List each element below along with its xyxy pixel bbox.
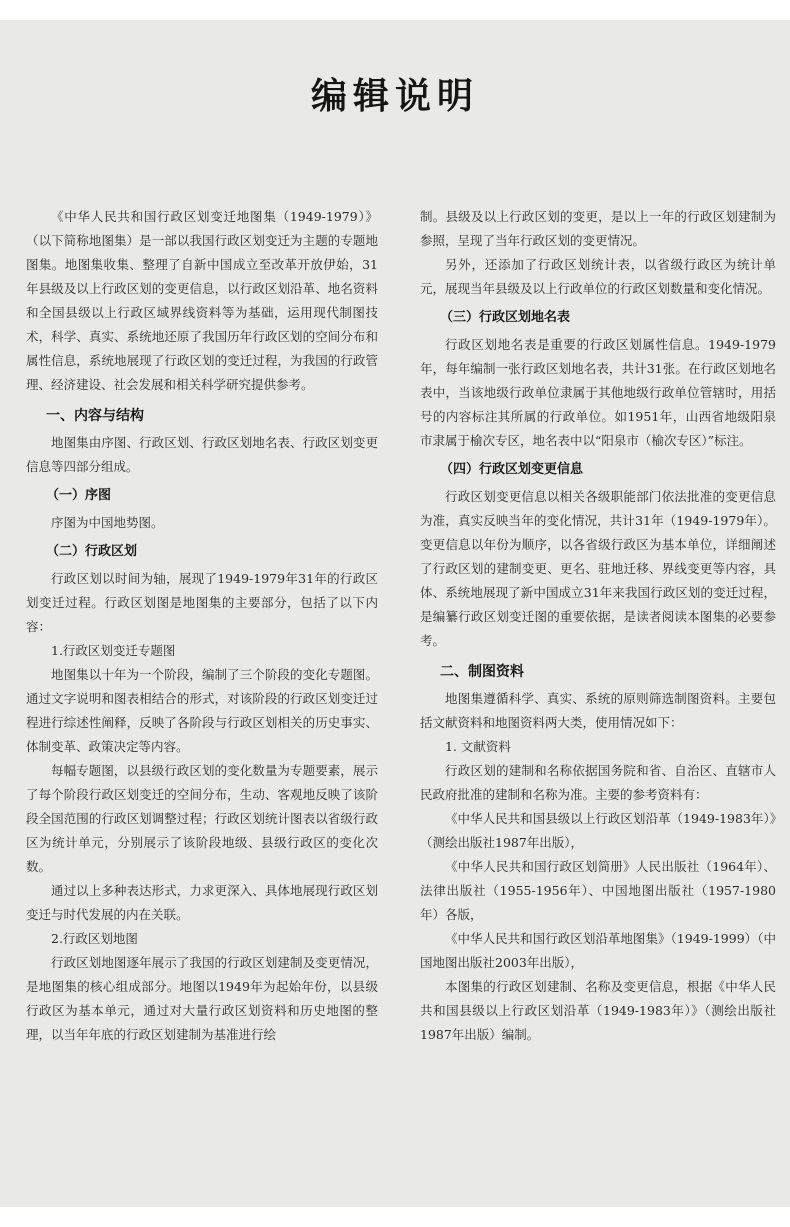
item-heading: 1.行政区划变迁专题图 [51, 643, 176, 658]
section-heading-content-structure: 一、内容与结构 [46, 408, 144, 424]
subsection-heading-administrative-division: （二）行政区划 [46, 544, 138, 559]
paragraph: 行政区划地图逐年展示了我国的行政区划建制及变更情况，是地图集的核心组成部分。地图以1949年为起始年份，以县级行政区为基本单元，通过对大量行政区划资料和历史地图的整理，以当年年底的行政区划建制为基准进行绘 [26, 955, 378, 1042]
reference-item: 《中华人民共和国县级以上行政区划沿革（1949-1983年）》（测绘出版社1987年出版）， [420, 811, 776, 850]
item-heading: 2.行政区划地图 [51, 931, 138, 946]
paragraph: 行政区划的建制和名称依据国务院和省、自治区、直辖市人民政府批准的建制和名称为准。主要的参考资料有： [420, 763, 776, 802]
subsection-heading-preface-map: （一）序图 [46, 488, 112, 503]
paragraph: 地图集由序图、行政区划、行政区划地名表、行政区划变更信息等四部分组成。 [26, 435, 378, 474]
paragraph: 通过以上多种表达形式，力求更深入、具体地展现行政区划变迁与时代发展的内在关联。 [26, 883, 378, 922]
item-heading: 1. 文献资料 [445, 739, 511, 754]
paragraph: 行政区划地名表是重要的行政区划属性信息。1949-1979年，每年编制一张行政区划地名表，共计31张。在行政区划地名表中，当该地级行政单位隶属于其他地级行政单位管辖时，用括号的内容标注其所属的行政单位。如1951年，山西省地级阳泉市隶属于榆次专区，地名表中以“阳泉市（榆次专区）”标注。 [420, 337, 776, 448]
intro-paragraph: 《中华人民共和国行政区划变迁地图集（1949-1979）》（以下简称地图集）是一部以我国行政区划变迁为主题的专题地图集。地图集收集、整理了自新中国成立至改革开放伊始，31年县级及以上行政区划的变更信息，以行政区划沿革、地名资料和全国县级以上行政区域界线资料等为基础，运用现代制图技术，科学、真实、系统地还原了我国历年行政区划的空间分布和属性信息，系统地展现了行政区划的变迁过程，为我国的行政管理、经济建设、社会发展和相关科学研究提供参考。 [26, 209, 378, 392]
paragraph: 序图为中国地势图。 [51, 515, 164, 530]
paragraph: 行政区划变更信息以相关各级职能部门依法批准的变更信息为准，真实反映当年的变化情况，共计31年（1949-1979年）。变更信息以年份为顺序，以各省级行政区为基本单位，详细阐述了行政区划的建制变更、更名、驻地迁移、界线变更等内容，具体、系统地展现了新中国成立31年来我国行政区划的变迁过程，是编纂行政区划变迁图的重要依据，是读者阅读本图集的必要参考。 [420, 489, 776, 648]
document-page [0, 20, 790, 1207]
subsection-heading-change-information: （四）行政区划变更信息 [440, 462, 584, 477]
page-title: 编辑说明 [310, 76, 479, 117]
section-heading-mapping-materials: 二、制图资料 [440, 664, 524, 680]
reference-item: 《中华人民共和国行政区划沿革地图集》（1949-1999）（中国地图出版社2003年出版）， [420, 931, 776, 970]
paragraph: 行政区划以时间为轴，展现了1949-1979年31年的行政区划变迁过程。行政区划图是地图集的主要部分，包括了以下内容： [26, 571, 378, 634]
paragraph: 地图集以十年为一个阶段，编制了三个阶段的变化专题图。通过文字说明和图表相结合的形式，对该阶段的行政区划变迁过程进行综述性阐释，反映了各阶段与行政区划相关的历史事实、体制变革、政策决定等内容。 [26, 667, 378, 754]
paragraph-continued: 制。县级及以上行政区划的变更，是以上一年的行政区划建制为参照，呈现了当年行政区划的变更情况。 [420, 209, 776, 248]
right-column [420, 205, 776, 1047]
paragraph: 地图集遵循科学、真实、系统的原则筛选制图资料。主要包括文献资料和地图资料两大类，使用情况如下： [420, 691, 776, 730]
left-column [26, 205, 378, 1047]
paragraph: 每幅专题图，以县级行政区划的变化数量为专题要素，展示了每个阶段行政区划变迁的空间分布，生动、客观地反映了该阶段全国范围的行政区划调整过程；行政区划统计图表以省级行政区为统计单元，分别展示了该阶段地级、县级行政区的变化次数。 [26, 763, 378, 874]
paragraph: 另外，还添加了行政区划统计表，以省级行政区为统计单元，展现当年县级及以上行政单位的行政区划数量和变化情况。 [420, 257, 776, 296]
subsection-heading-place-name-table: （三）行政区划地名表 [440, 310, 571, 325]
reference-item: 《中华人民共和国行政区划简册》人民出版社（1964年）、法律出版社（1955-1956年）、中国地图出版社（1957-1980年）各版， [420, 859, 776, 922]
paragraph: 本图集的行政区划建制、名称及变更信息，根据《中华人民共和国县级以上行政区划沿革（1949-1983年）》（测绘出版社1987年出版）编制。 [420, 979, 776, 1042]
